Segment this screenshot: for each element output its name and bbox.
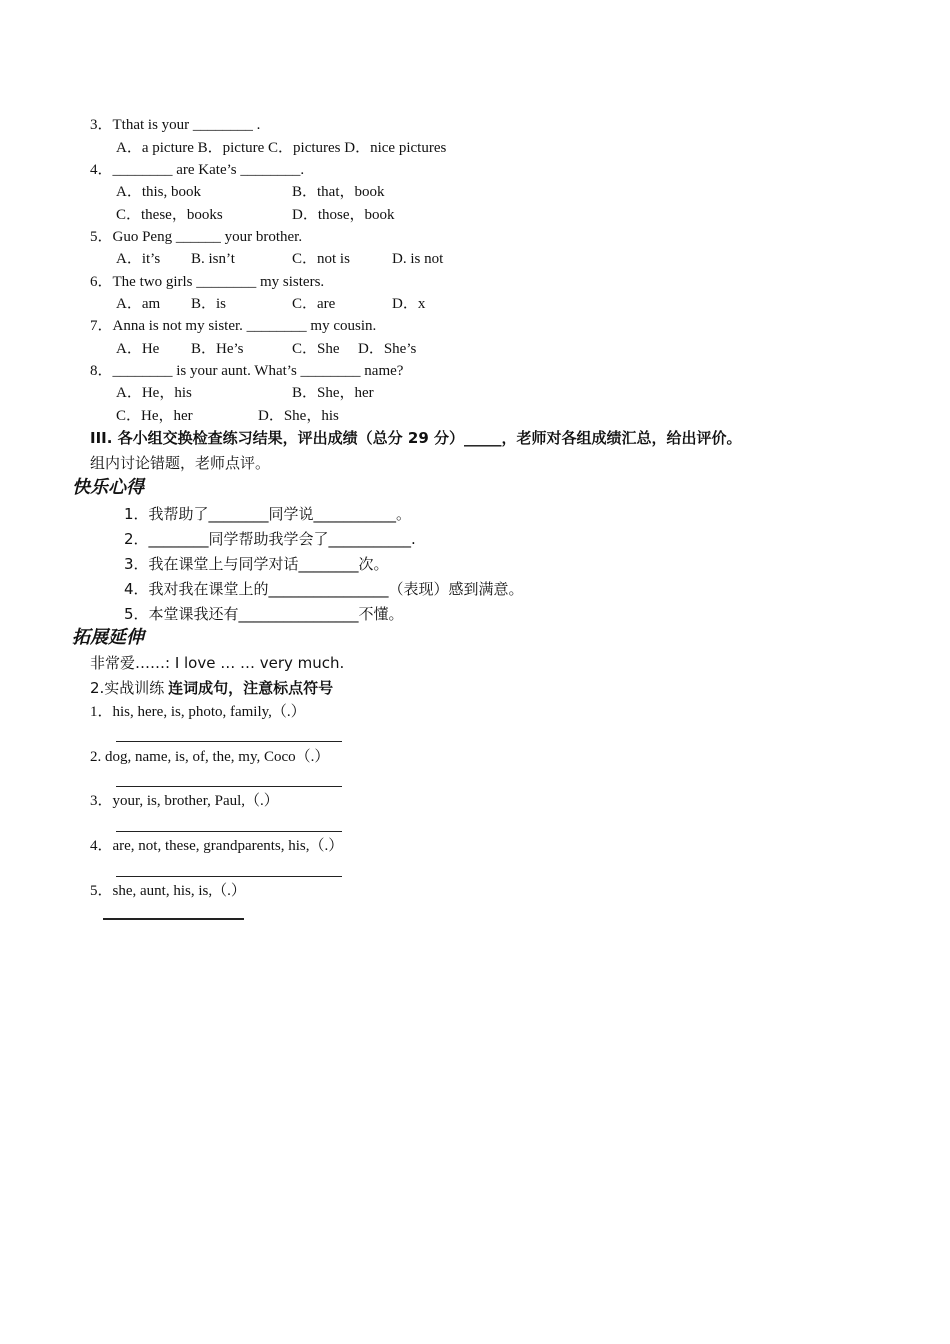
answer-line-5[interactable] xyxy=(103,918,244,920)
practice-item-5: 5．she, aunt, his, is,（.） xyxy=(90,883,246,899)
question-8: 8．________ is your aunt. What’s ________ name? xyxy=(90,363,404,379)
question-4-option-c: C．these，books xyxy=(116,207,223,223)
question-8-option-a: A．He，his xyxy=(116,385,192,401)
question-4-option-b: B．that，book xyxy=(292,184,385,200)
question-6: 6．The two girls ________ my sisters. xyxy=(90,274,325,290)
practice-instruction: 连词成句，注意标点符号 xyxy=(168,679,334,697)
question-5-option-c: C．not is xyxy=(292,251,350,267)
answer-line-3[interactable] xyxy=(116,831,342,832)
question-6-option-c: C．are xyxy=(292,296,336,312)
practice-item-1: 1．his, here, is, photo, family,（.） xyxy=(90,704,306,720)
question-5-option-b: B. isn’t xyxy=(191,251,235,267)
extend-heading: 拓展延伸 xyxy=(72,627,144,648)
question-5: 5．Guo Peng ______ your brother. xyxy=(90,229,303,245)
question-8-option-d: D．She，his xyxy=(258,408,339,424)
answer-line-1[interactable] xyxy=(116,741,342,742)
happy-item-5: 5．本堂课我还有________________不懂。 xyxy=(124,605,404,623)
section-3-discussion: 组内讨论错题，老师点评。 xyxy=(90,454,271,472)
practice-prefix: 2.实战训练 xyxy=(90,679,165,697)
happy-item-3: 3．我在课堂上与同学对话________次。 xyxy=(124,555,389,573)
question-6-option-d: D．x xyxy=(392,296,426,312)
question-6-option-b: B．is xyxy=(191,296,227,312)
extend-phrase xyxy=(90,653,344,674)
question-7-option-c: C．She xyxy=(292,341,340,357)
happy-item-2: 2．________同学帮助我学会了___________. xyxy=(124,530,416,548)
question-4: 4．________ are Kate’s ________. xyxy=(90,162,305,178)
happy-item-4: 4．我对我在课堂上的________________（表现）感到满意。 xyxy=(124,580,524,598)
happy-heading: 快乐心得 xyxy=(72,477,144,498)
practice-item-2: 2. dog, name, is, of, the, my, Coco（.） xyxy=(90,749,330,765)
question-4-option-d: D．those，book xyxy=(292,207,395,223)
question-6-option-a: A．am xyxy=(116,296,161,312)
extend-phrase-text: 非常爱……: I love … … very much. xyxy=(90,654,345,672)
answer-line-4[interactable] xyxy=(116,876,342,877)
question-7-option-d: D．She’s xyxy=(358,341,417,357)
question-5-option-a: A．it’s xyxy=(116,251,161,267)
practice-title xyxy=(90,678,333,699)
question-7: 7．Anna is not my sister. ________ my cousin. xyxy=(90,318,377,334)
happy-item-1: 1．我帮助了________同学说___________。 xyxy=(124,505,412,523)
question-7-option-a: A．He xyxy=(116,341,160,357)
question-3-options: A．a picture B．picture C．pictures D．nice pictures xyxy=(116,140,447,156)
question-7-option-b: B．He’s xyxy=(191,341,244,357)
question-8-option-b: B．She，her xyxy=(292,385,374,401)
answer-line-2[interactable] xyxy=(116,786,342,787)
practice-item-3: 3．your, is, brother, Paul,（.） xyxy=(90,793,279,809)
question-3: 3．Tthat is your ________ . xyxy=(90,117,261,133)
section-3-title: III. 各小组交换检查练习结果，评出成绩（总分 29 分）_____，老师对各组成绩汇总，给出评价。 xyxy=(90,429,742,447)
practice-item-4: 4．are, not, these, grandparents, his,（.） xyxy=(90,838,344,854)
question-8-option-c: C．He，her xyxy=(116,408,193,424)
question-4-option-a: A．this, book xyxy=(116,184,202,200)
question-5-option-d: D. is not xyxy=(392,251,444,267)
